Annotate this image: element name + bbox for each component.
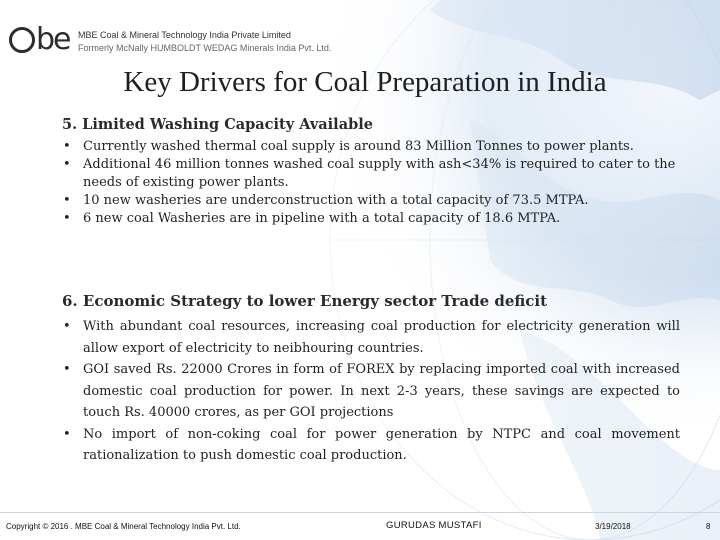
company-former-name: Formerly McNally HUMBOLDT WEDAG Minerals India Pvt. Ltd. (78, 43, 332, 53)
logo-text: be (36, 22, 70, 57)
footer-copyright: Copyright © 2016 . MBE Coal & Mineral Technology India Pvt. Ltd. (6, 522, 241, 531)
list-item (60, 424, 680, 467)
company-name-block (78, 29, 331, 55)
list-item (60, 138, 680, 156)
bullet-icon: • (63, 193, 71, 208)
bullet-text: Currently washed thermal coal supply is around 83 Million Tonnes to power plants. (83, 139, 634, 154)
bullet-icon: • (63, 362, 71, 377)
list-item (60, 316, 680, 359)
list-item (60, 192, 680, 210)
footer-page-number: 8 (706, 522, 711, 531)
footer-date: 3/19/2018 (595, 522, 631, 531)
bullet-text: No import of non-coking coal for power generation by NTPC and coal movement rationalization to push domestic coal production. (83, 426, 680, 463)
section-6-heading: 6. Economic Strategy to lower Energy sector Trade deficit (62, 292, 548, 310)
bullet-text: 6 new coal Washeries are in pipeline with a total capacity of 18.6 MTPA. (83, 211, 561, 226)
logo-m-ring-icon (9, 27, 35, 53)
slide-title: Key Drivers for Coal Preparation in India (123, 66, 607, 98)
section-5-heading: 5. Limited Washing Capacity Available (62, 116, 373, 133)
bullet-text: 10 new washeries are underconstruction with a total capacity of 73.5 MTPA. (83, 193, 589, 208)
list-item (60, 359, 680, 424)
company-name: MBE Coal & Mineral Technology India Private Limited (78, 30, 291, 40)
bullet-icon: • (63, 157, 71, 172)
section-6-bullet-list (60, 316, 680, 467)
list-item (60, 210, 680, 228)
bullet-icon: • (63, 139, 71, 154)
bullet-text: Additional 46 million tonnes washed coal supply with ash<34% is required to cater to the needs of existing power plants. (83, 157, 676, 190)
footer-divider (0, 512, 720, 513)
bullet-text: With abundant coal resources, increasing coal production for electricity generation will allow export of electricity to neibhouring countries. (83, 319, 680, 356)
footer-author: GURUDAS MUSTAFI (386, 520, 482, 531)
bullet-icon: • (63, 211, 71, 226)
company-logo (9, 22, 70, 57)
section-5-bullet-list (60, 138, 680, 228)
bullet-icon: • (63, 426, 71, 442)
list-item (60, 156, 680, 192)
bullet-text: GOI saved Rs. 22000 Crores in form of FOREX by replacing imported coal with increased domestic coal production for power. In next 2-3 years, these savings are expected to touch Rs. 40000 crores, as per GOI projections (83, 362, 680, 420)
bullet-icon: • (63, 319, 71, 334)
